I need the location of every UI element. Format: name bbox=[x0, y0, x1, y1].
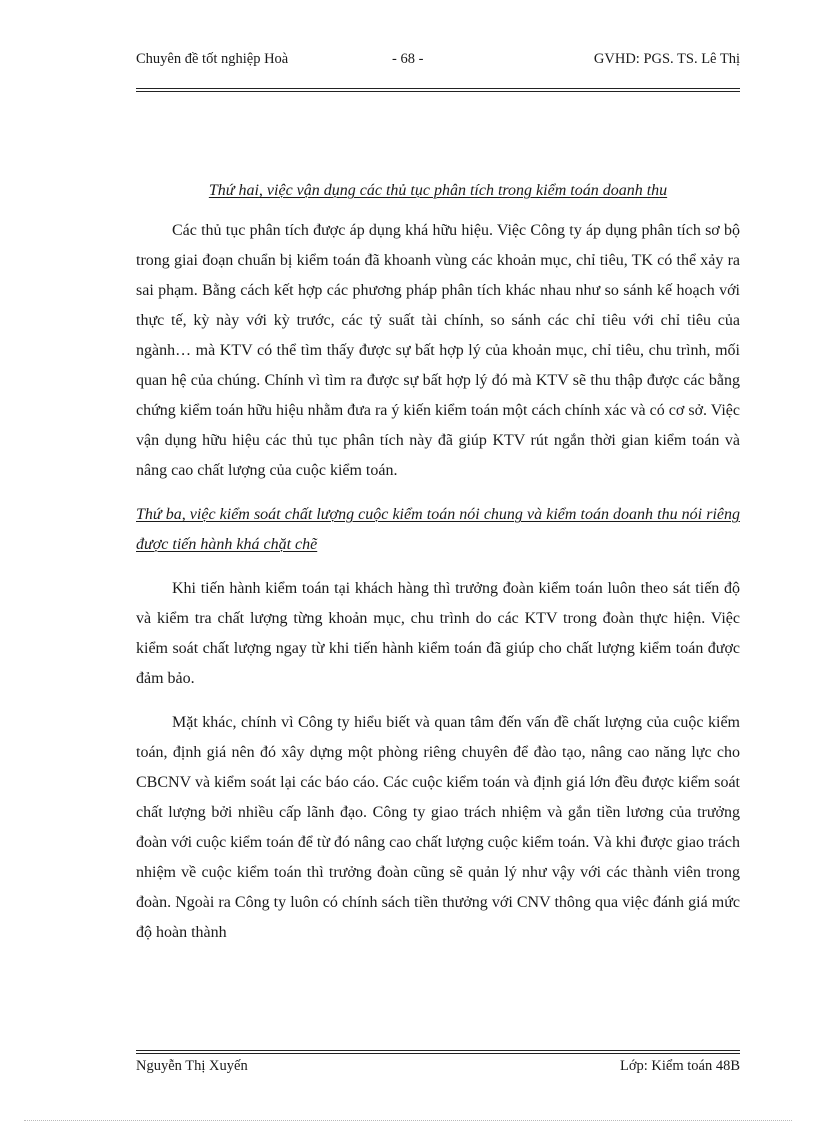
section-heading-third: Thứ ba, việc kiểm soát chất lượng cuộc kiểm toán nói chung và kiểm toán doanh thu nói riêng được tiến hành khá chặt chẽ bbox=[136, 506, 740, 553]
page-body bbox=[136, 176, 740, 948]
footer-author: Nguyễn Thị Xuyến bbox=[136, 1058, 248, 1074]
header-supervisor: GVHD: PGS. TS. Lê Thị bbox=[593, 51, 740, 67]
paragraph-company-quality: Mặt khác, chính vì Công ty hiểu biết và quan tâm đến vấn đề chất lượng của cuộc kiểm toán, định giá nên đó xây dựng một phòng riêng chuyên để đào tạo, nâng cao năng lực cho CBCNV và kiểm soát lại các báo cáo. Các cuộc kiểm toán và định giá lớn đều được kiểm soát chất lượng bởi nhiều cấp lãnh đạo. Công ty giao trách nhiệm và gắn tiền lương của trưởng đoàn với cuộc kiểm toán để từ đó nâng cao chất lượng cuộc kiểm toán. Và khi được giao trách nhiệm về cuộc kiểm toán thì trưởng đoàn cũng sẽ quản lý như vậy với các thành viên trong đoàn. Ngoài ra Công ty luôn có chính sách tiền thưởng với CNV thông qua việc đánh giá mức độ hoàn thành bbox=[136, 714, 740, 941]
paragraph-analytical-procedures: Các thủ tục phân tích được áp dụng khá hữu hiệu. Việc Công ty áp dụng phân tích sơ bộ trong giai đoạn chuẩn bị kiểm toán đã khoanh vùng các khoản mục, chỉ tiêu, TK có thể xảy ra sai phạm. Bằng cách kết hợp các phương pháp phân tích khác nhau như so sánh kế hoạch với thực tế, kỳ này với kỳ trước, các tỷ suất tài chính, so sánh các chỉ tiêu với chỉ tiêu của ngành… mà KTV có thể tìm thấy được sự bất hợp lý của khoản mục, chỉ tiêu, chu trình, mối quan hệ của chúng. Chính vì tìm ra được sự bất hợp lý đó mà KTV sẽ thu thập được các bằng chứng kiểm toán hữu hiệu nhằm đưa ra ý kiến kiểm toán một cách chính xác và có cơ sở. Việc vận dụng hữu hiệu các thủ tục phân tích này đã giúp KTV rút ngắn thời gian kiểm toán và nâng cao chất lượng của cuộc kiểm toán. bbox=[136, 222, 740, 479]
section-heading-second: Thứ hai, việc vận dụng các thủ tục phân tích trong kiểm toán doanh thu bbox=[208, 182, 668, 199]
page-number: - 68 - bbox=[392, 51, 424, 67]
header-rule bbox=[136, 88, 740, 92]
header-thesis-title: Chuyên đề tốt nghiệp Hoà bbox=[136, 51, 289, 67]
footer-class: Lớp: Kiểm toán 48B bbox=[619, 1058, 740, 1074]
footer-rule bbox=[136, 1050, 740, 1054]
paragraph-quality-control: Khi tiến hành kiểm toán tại khách hàng thì trưởng đoàn kiểm toán luôn theo sát tiến độ và kiểm tra chất lượng từng khoản mục, chu trình do các KTV trong đoàn thực hiện. Việc kiểm soát chất lượng ngay từ khi tiến hành kiểm toán đã giúp cho chất lượng kiểm toán được đảm bảo. bbox=[136, 580, 740, 687]
page-edge-divider bbox=[24, 1120, 792, 1121]
